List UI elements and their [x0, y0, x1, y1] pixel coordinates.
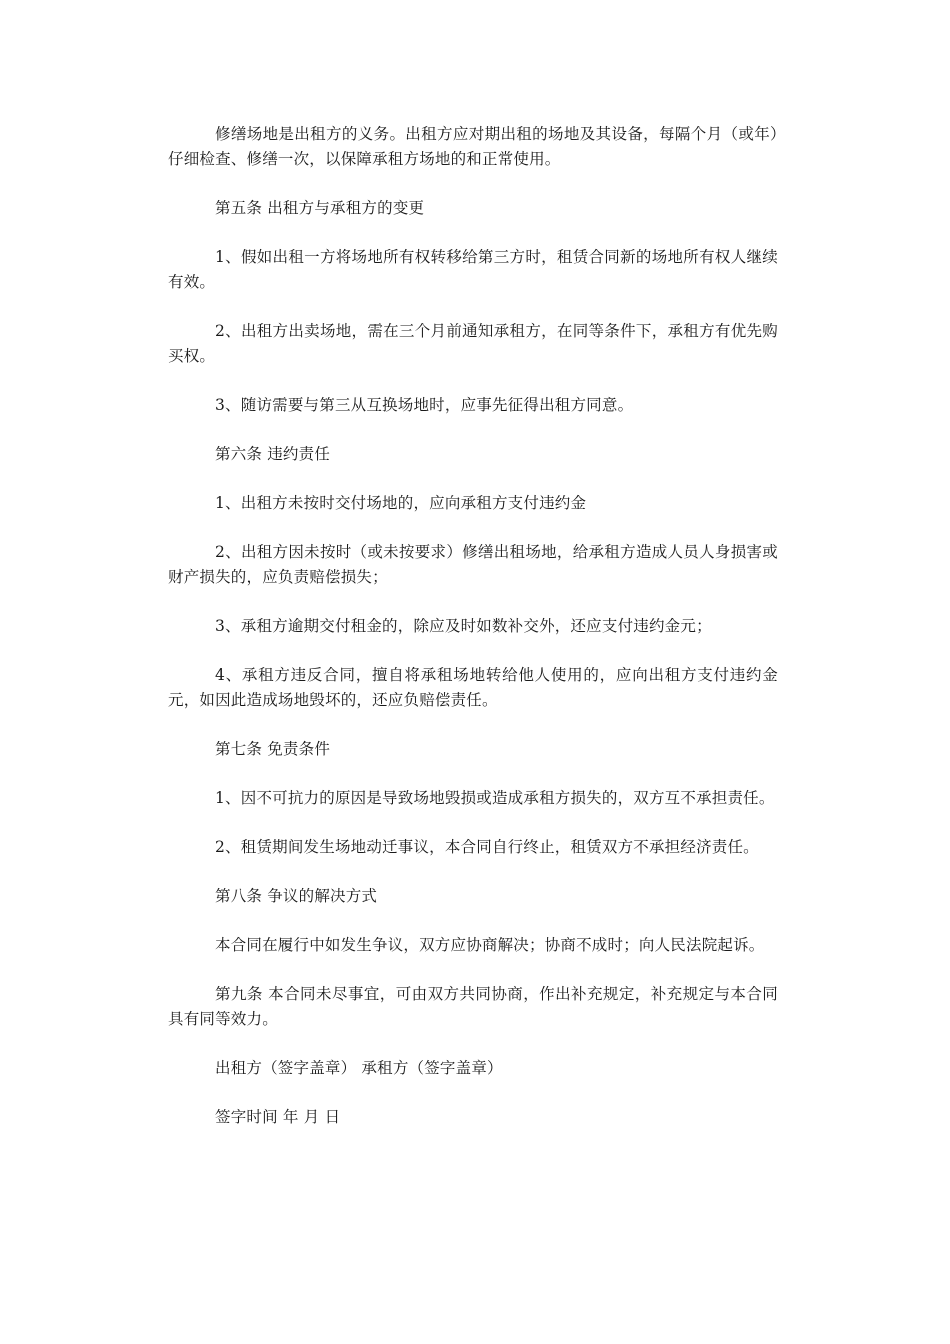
paragraph-article-5-item-1: 1、假如出租一方将场地所有权转移给第三方时，租赁合同新的场地所有权人继续有效。 [168, 248, 778, 291]
paragraph-article-5-item-2: 2、出租方出卖场地，需在三个月前通知承租方，在同等条件下，承租方有优先购买权。 [168, 322, 778, 365]
heading-article-7: 第七条 免责条件 [215, 740, 331, 758]
heading-article-5: 第五条 出租方与承租方的变更 [215, 199, 425, 217]
paragraph-article-6-item-3: 3、承租方逾期交付租金的，除应及时如数补交外，还应支付违约金元； [215, 617, 712, 635]
paragraph-article-8-body: 本合同在履行中如发生争议，双方应协商解决；协商不成时；向人民法院起诉。 [215, 936, 765, 954]
paragraph-article-6-item-4: 4、承租方违反合同，擅自将承租场地转给他人使用的，应向出租方支付违约金元，如因此造成场地毁坏的，还应负赔偿责任。 [168, 666, 778, 709]
paragraph-article-9: 第九条 本合同未尽事宜，可由双方共同协商，作出补充规定，补充规定与本合同具有同等效力。 [168, 985, 778, 1028]
paragraph-repair-obligation: 修缮场地是出租方的义务。出租方应对期出租的场地及其设备，每隔个月（或年）仔细检查、修缮一次，以保障承租方场地的和正常使用。 [168, 125, 778, 168]
heading-article-8: 第八条 争议的解决方式 [215, 887, 378, 905]
signature-date-line: 签字时间 年 月 日 [215, 1108, 341, 1126]
paragraph-article-7-item-1: 1、因不可抗力的原因是导致场地毁损或造成承租方损失的，双方互不承担责任。 [215, 789, 775, 807]
document-body [168, 122, 778, 1154]
paragraph-article-6-item-2: 2、出租方因未按时（或未按要求）修缮出租场地，给承租方造成人员人身损害或财产损失的，应负责赔偿损失； [168, 543, 778, 586]
paragraph-article-7-item-2: 2、租赁期间发生场地动迁事议，本合同自行终止，租赁双方不承担经济责任。 [215, 838, 759, 856]
heading-article-6: 第六条 违约责任 [215, 445, 331, 463]
paragraph-article-5-item-3: 3、随访需要与第三从互换场地时，应事先征得出租方同意。 [215, 396, 634, 414]
signature-parties-line: 出租方（签字盖章） 承租方（签字盖章） [215, 1059, 503, 1077]
paragraph-article-6-item-1: 1、出租方未按时交付场地的，应向承租方支付违约金 [215, 494, 587, 512]
